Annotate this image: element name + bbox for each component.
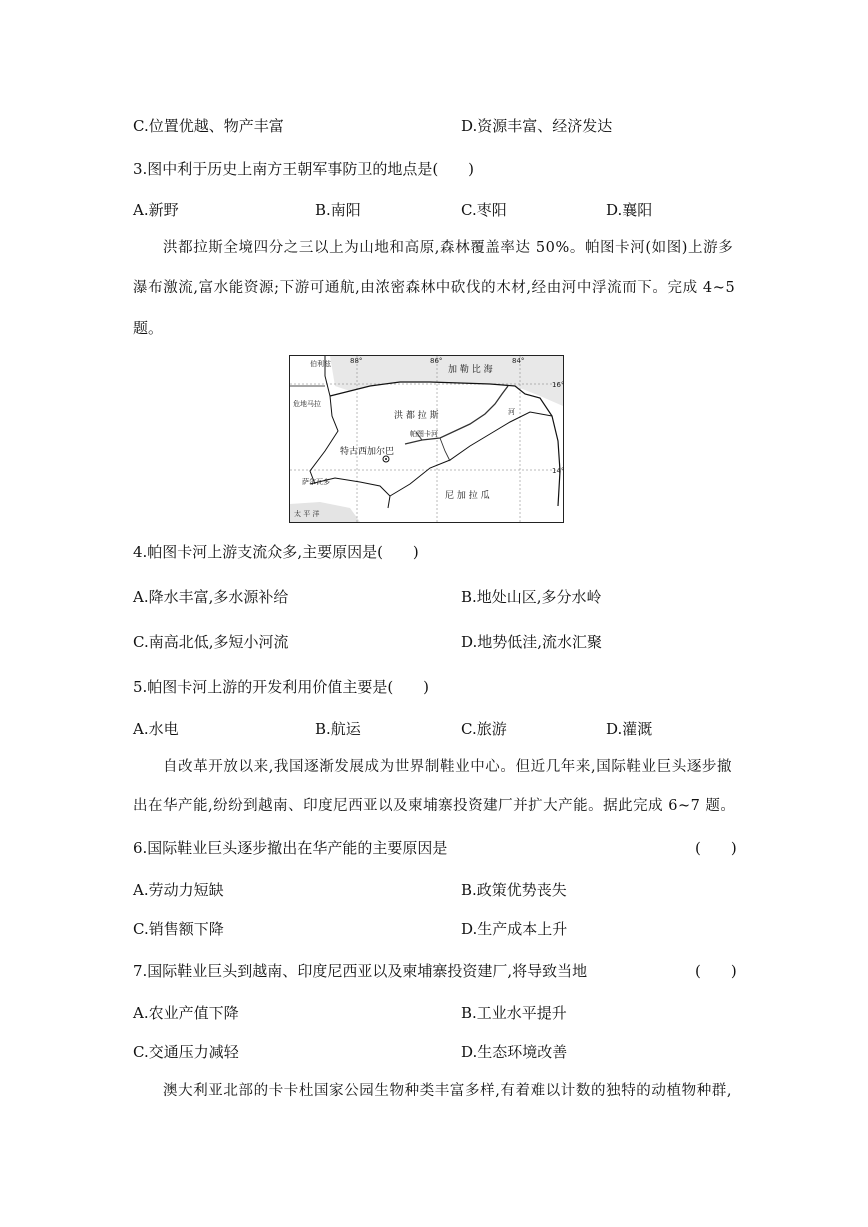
q7-stem: 7.国际鞋业巨头到越南、印度尼西亚以及柬埔寨投资建厂,将导致当地 bbox=[133, 962, 588, 980]
lat-label-14: 14° bbox=[552, 467, 565, 475]
q4-option-b: B.地处山区,多分水岭 bbox=[461, 588, 602, 606]
map-svg bbox=[290, 356, 563, 522]
lon-label-88: 88° bbox=[350, 357, 363, 365]
honduras-map bbox=[289, 355, 564, 523]
el-salvador-label: 萨尔瓦多 bbox=[302, 478, 330, 486]
q7-answer-paren: ( ) bbox=[695, 962, 737, 980]
capital-label: 特古西加尔巴 bbox=[340, 447, 395, 457]
q3-option-b: B.南阳 bbox=[315, 201, 361, 219]
q7-option-b: B.工业水平提升 bbox=[461, 1004, 567, 1022]
q5-option-b: B.航运 bbox=[315, 720, 361, 738]
lat-label-16: 16° bbox=[552, 381, 565, 389]
intro-8-line1: 澳大利亚北部的卡卡杜国家公园生物种类丰富多样,有着难以计数的独特的动植物种群, bbox=[163, 1083, 733, 1099]
q7-option-a: A.农业产值下降 bbox=[133, 1004, 239, 1022]
q2-option-c: C.位置优越、物产丰富 bbox=[133, 117, 284, 135]
belize-label: 伯利兹 bbox=[310, 360, 331, 368]
river-short-label: 河 bbox=[508, 408, 515, 416]
q3-stem: 3.图中利于历史上南方王朝军事防卫的地点是( ) bbox=[133, 160, 475, 178]
caribbean-label: 加 勒 比 海 bbox=[448, 365, 493, 375]
q5-option-a: A.水电 bbox=[133, 720, 179, 738]
pacific-label: 太 平 洋 bbox=[294, 510, 320, 518]
q6-stem: 6.国际鞋业巨头逐步撤出在华产能的主要原因是 bbox=[133, 839, 448, 857]
q3-option-c: C.枣阳 bbox=[461, 201, 507, 219]
river-label: 帕图卡河 bbox=[410, 430, 438, 438]
nicaragua-label: 尼 加 拉 瓜 bbox=[445, 491, 490, 501]
q6-option-d: D.生产成本上升 bbox=[461, 920, 568, 938]
intro-4-5-line1: 洪都拉斯全境四分之三以上为山地和高原,森林覆盖率达 50%。帕图卡河(如图)上游多 bbox=[163, 240, 734, 256]
intro-4-5-line3: 题。 bbox=[133, 319, 164, 337]
q4-stem: 4.帕图卡河上游支流众多,主要原因是( ) bbox=[133, 543, 419, 561]
intro-6-7-line1: 自改革开放以来,我国逐渐发展成为世界制鞋业中心。但近几年来,国际鞋业巨头逐步撤 bbox=[163, 759, 733, 775]
q6-option-a: A.劳动力短缺 bbox=[133, 881, 224, 899]
q6-option-c: C.销售额下降 bbox=[133, 920, 224, 938]
q3-option-a: A.新野 bbox=[133, 201, 179, 219]
intro-4-5-line2: 瀑布激流,富水能资源;下游可通航,由浓密森林中砍伐的木材,经由河中浮流而下。完成 4~5 bbox=[133, 280, 736, 296]
q7-option-d: D.生态环境改善 bbox=[461, 1043, 568, 1061]
lon-label-86: 86° bbox=[430, 357, 443, 365]
q4-option-c: C.南高北低,多短小河流 bbox=[133, 633, 289, 651]
lon-label-84: 84° bbox=[512, 357, 525, 365]
q6-answer-paren: ( ) bbox=[695, 839, 737, 857]
intro-6-7-line2: 出在华产能,纷纷到越南、印度尼西亚以及柬埔寨投资建厂并扩大产能。据此完成 6~7 题。 bbox=[133, 798, 736, 814]
guatemala-label: 危地马拉 bbox=[293, 400, 321, 408]
q5-option-c: C.旅游 bbox=[461, 720, 507, 738]
honduras-label: 洪 都 拉 斯 bbox=[394, 411, 439, 421]
q7-option-c: C.交通压力减轻 bbox=[133, 1043, 239, 1061]
q5-option-d: D.灌溉 bbox=[606, 720, 653, 738]
q6-option-b: B.政策优势丧失 bbox=[461, 881, 567, 899]
q5-stem: 5.帕图卡河上游的开发利用价值主要是( ) bbox=[133, 678, 430, 696]
q2-option-d: D.资源丰富、经济发达 bbox=[461, 117, 613, 135]
q3-option-d: D.襄阳 bbox=[606, 201, 653, 219]
q4-option-d: D.地势低洼,流水汇聚 bbox=[461, 633, 603, 651]
q4-option-a: A.降水丰富,多水源补给 bbox=[133, 588, 289, 606]
